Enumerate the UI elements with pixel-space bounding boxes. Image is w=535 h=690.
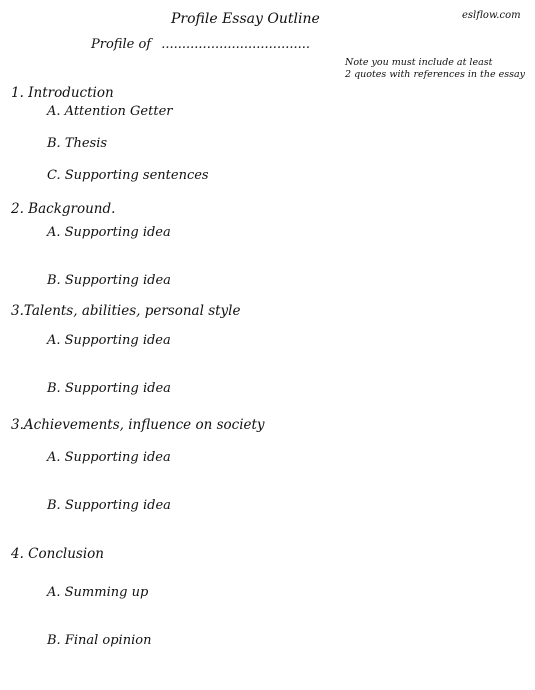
profile-of-label	[91, 38, 310, 51]
section-heading-conclusion: 4. Conclusion	[11, 546, 104, 562]
outline-item: B. Final opinion	[47, 633, 152, 648]
section-heading-introduction: 1. Introduction	[11, 85, 114, 101]
site-name: eslflow.com	[462, 10, 521, 21]
outline-item: C. Supporting sentences	[47, 168, 209, 183]
page-title: Profile Essay Outline	[171, 11, 320, 27]
outline-item: A. Attention Getter	[47, 104, 173, 119]
outline-item: B. Supporting idea	[47, 273, 171, 288]
quote-note	[345, 57, 525, 81]
outline-item: A. Supporting idea	[47, 450, 171, 465]
quote-note-line-2: 2 quotes with references in the essay	[345, 69, 526, 80]
outline-item: A. Supporting idea	[47, 333, 171, 348]
section-heading-achievements: 3.Achievements, influence on society	[11, 417, 265, 433]
quote-note-line-1: Note you must include at least	[345, 57, 493, 68]
outline-item: B. Thesis	[47, 136, 108, 151]
section-heading-background: 2. Background.	[11, 201, 116, 217]
outline-item: B. Supporting idea	[47, 498, 171, 513]
outline-item: A. Supporting idea	[47, 225, 171, 240]
profile-name-blank: ....................................	[161, 37, 310, 52]
outline-item: B. Supporting idea	[47, 381, 171, 396]
outline-item: A. Summing up	[47, 585, 149, 600]
profile-label-text: Profile of	[91, 37, 152, 52]
section-heading-talents: 3.Talents, abilities, personal style	[11, 303, 241, 319]
